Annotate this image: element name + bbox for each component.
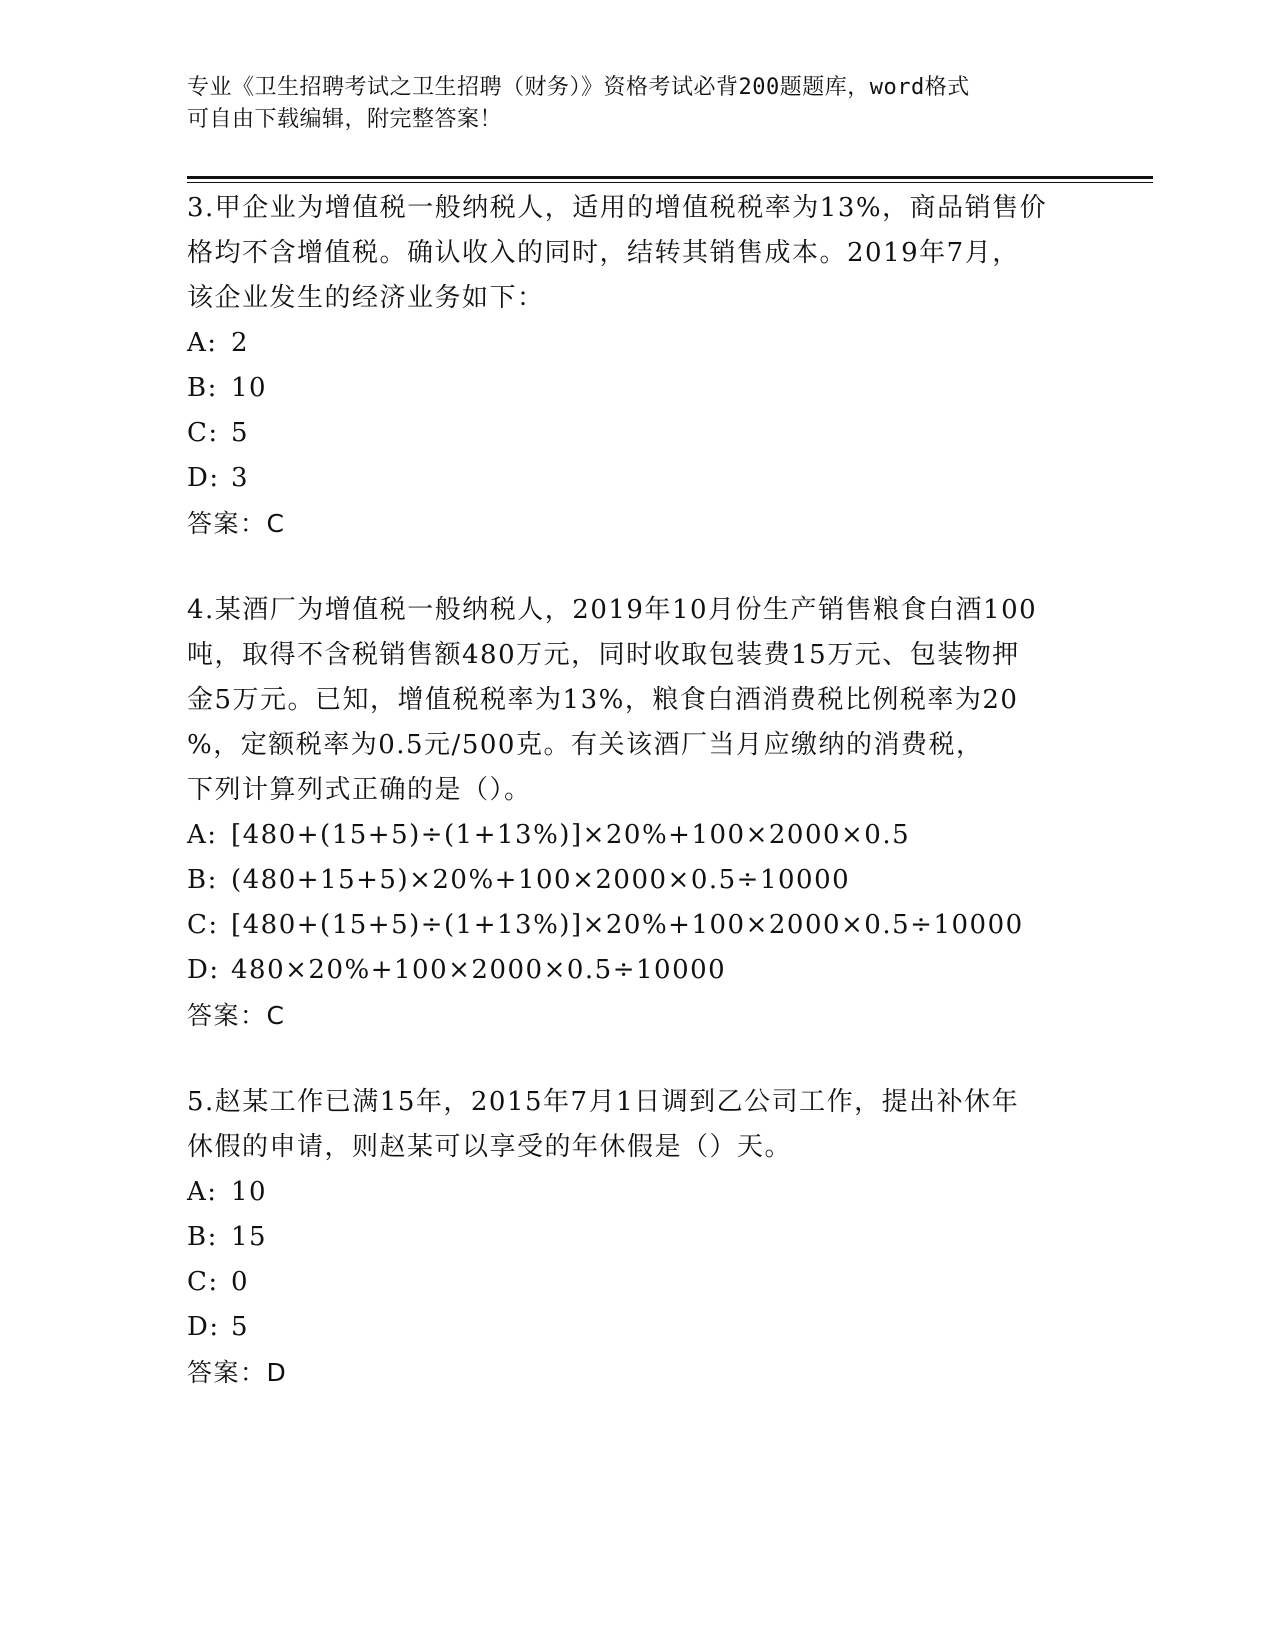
option-text: 480×20%+100×2000×0.5÷10000 (231, 955, 727, 985)
header-divider-thin (187, 182, 1153, 183)
option-b (187, 858, 1087, 903)
question-3 (187, 186, 1087, 546)
question-text-line: 5.赵某工作已满15年，2015年7月1日调到乙公司工作，提出补休年 (187, 1087, 1020, 1117)
option-text: 0 (231, 1267, 250, 1297)
question-text-line: %，定额税率为0.5元/500克。有关该酒厂当月应缴纳的消费税， (187, 730, 984, 760)
question-list (187, 186, 1087, 1395)
option-label: C: (187, 1267, 219, 1297)
option-text: 3 (231, 463, 250, 493)
answer-line: 答案：D (187, 1358, 288, 1387)
option-d (187, 1305, 1087, 1350)
option-label: C: (187, 418, 219, 448)
option-label: D: (187, 1312, 220, 1342)
option-label: D: (187, 463, 220, 493)
question-text-line: 金5万元。已知，增值税税率为13%，粮食白酒消费税比例税率为20 (187, 685, 1019, 715)
option-a (187, 1170, 1087, 1215)
question-5 (187, 1080, 1087, 1395)
option-label: B: (187, 865, 218, 895)
option-label: C: (187, 910, 219, 940)
document-header (187, 72, 1087, 136)
option-b (187, 366, 1087, 411)
question-4 (187, 588, 1087, 1038)
option-label: B: (187, 373, 218, 403)
question-text-line: 格均不含增值税。确认收入的同时，结转其销售成本。2019年7月， (187, 238, 1020, 268)
option-text: 10 (231, 373, 268, 403)
option-c (187, 411, 1087, 456)
option-text: [480+(15+5)÷(1+13%)]×20%+100×2000×0.5 (231, 820, 911, 850)
header-title-line-1: 专业《卫生招聘考试之卫生招聘（财务）》资格考试必背200题题库，word格式 (187, 75, 970, 100)
header-title-line-2: 可自由下载编辑，附完整答案！ (187, 107, 503, 132)
option-d (187, 456, 1087, 501)
option-a (187, 321, 1087, 366)
question-text-line: 休假的申请，则赵某可以享受的年休假是（）天。 (187, 1132, 793, 1162)
option-b (187, 1215, 1087, 1260)
option-a (187, 813, 1087, 858)
option-c (187, 1260, 1087, 1305)
answer-line: 答案：C (187, 509, 286, 538)
option-text: 5 (231, 418, 250, 448)
header-divider-thick (187, 176, 1153, 179)
option-text: 10 (231, 1177, 268, 1207)
option-label: B: (187, 1222, 218, 1252)
option-text: 2 (231, 328, 250, 358)
option-label: A: (187, 820, 218, 850)
option-label: D: (187, 955, 220, 985)
option-label: A: (187, 328, 218, 358)
option-text: [480+(15+5)÷(1+13%)]×20%+100×2000×0.5÷10000 (231, 910, 1024, 940)
option-text: (480+15+5)×20%+100×2000×0.5÷10000 (231, 865, 851, 895)
answer-line: 答案：C (187, 1001, 286, 1030)
question-text-line: 下列计算列式正确的是（）。 (187, 775, 532, 805)
option-label: A: (187, 1177, 218, 1207)
question-text-line: 4.某酒厂为增值税一般纳税人，2019年10月份生产销售粮食白酒100 (187, 595, 1038, 625)
option-text: 15 (231, 1222, 268, 1252)
option-d (187, 948, 1087, 993)
question-text-line: 该企业发生的经济业务如下： (187, 283, 545, 313)
question-text-line: 3.甲企业为增值税一般纳税人，适用的增值税税率为13%，商品销售价 (187, 193, 1048, 223)
option-text: 5 (231, 1312, 250, 1342)
question-text-line: 吨，取得不含税销售额480万元，同时收取包装费15万元、包装物押 (187, 640, 1020, 670)
option-c (187, 903, 1087, 948)
